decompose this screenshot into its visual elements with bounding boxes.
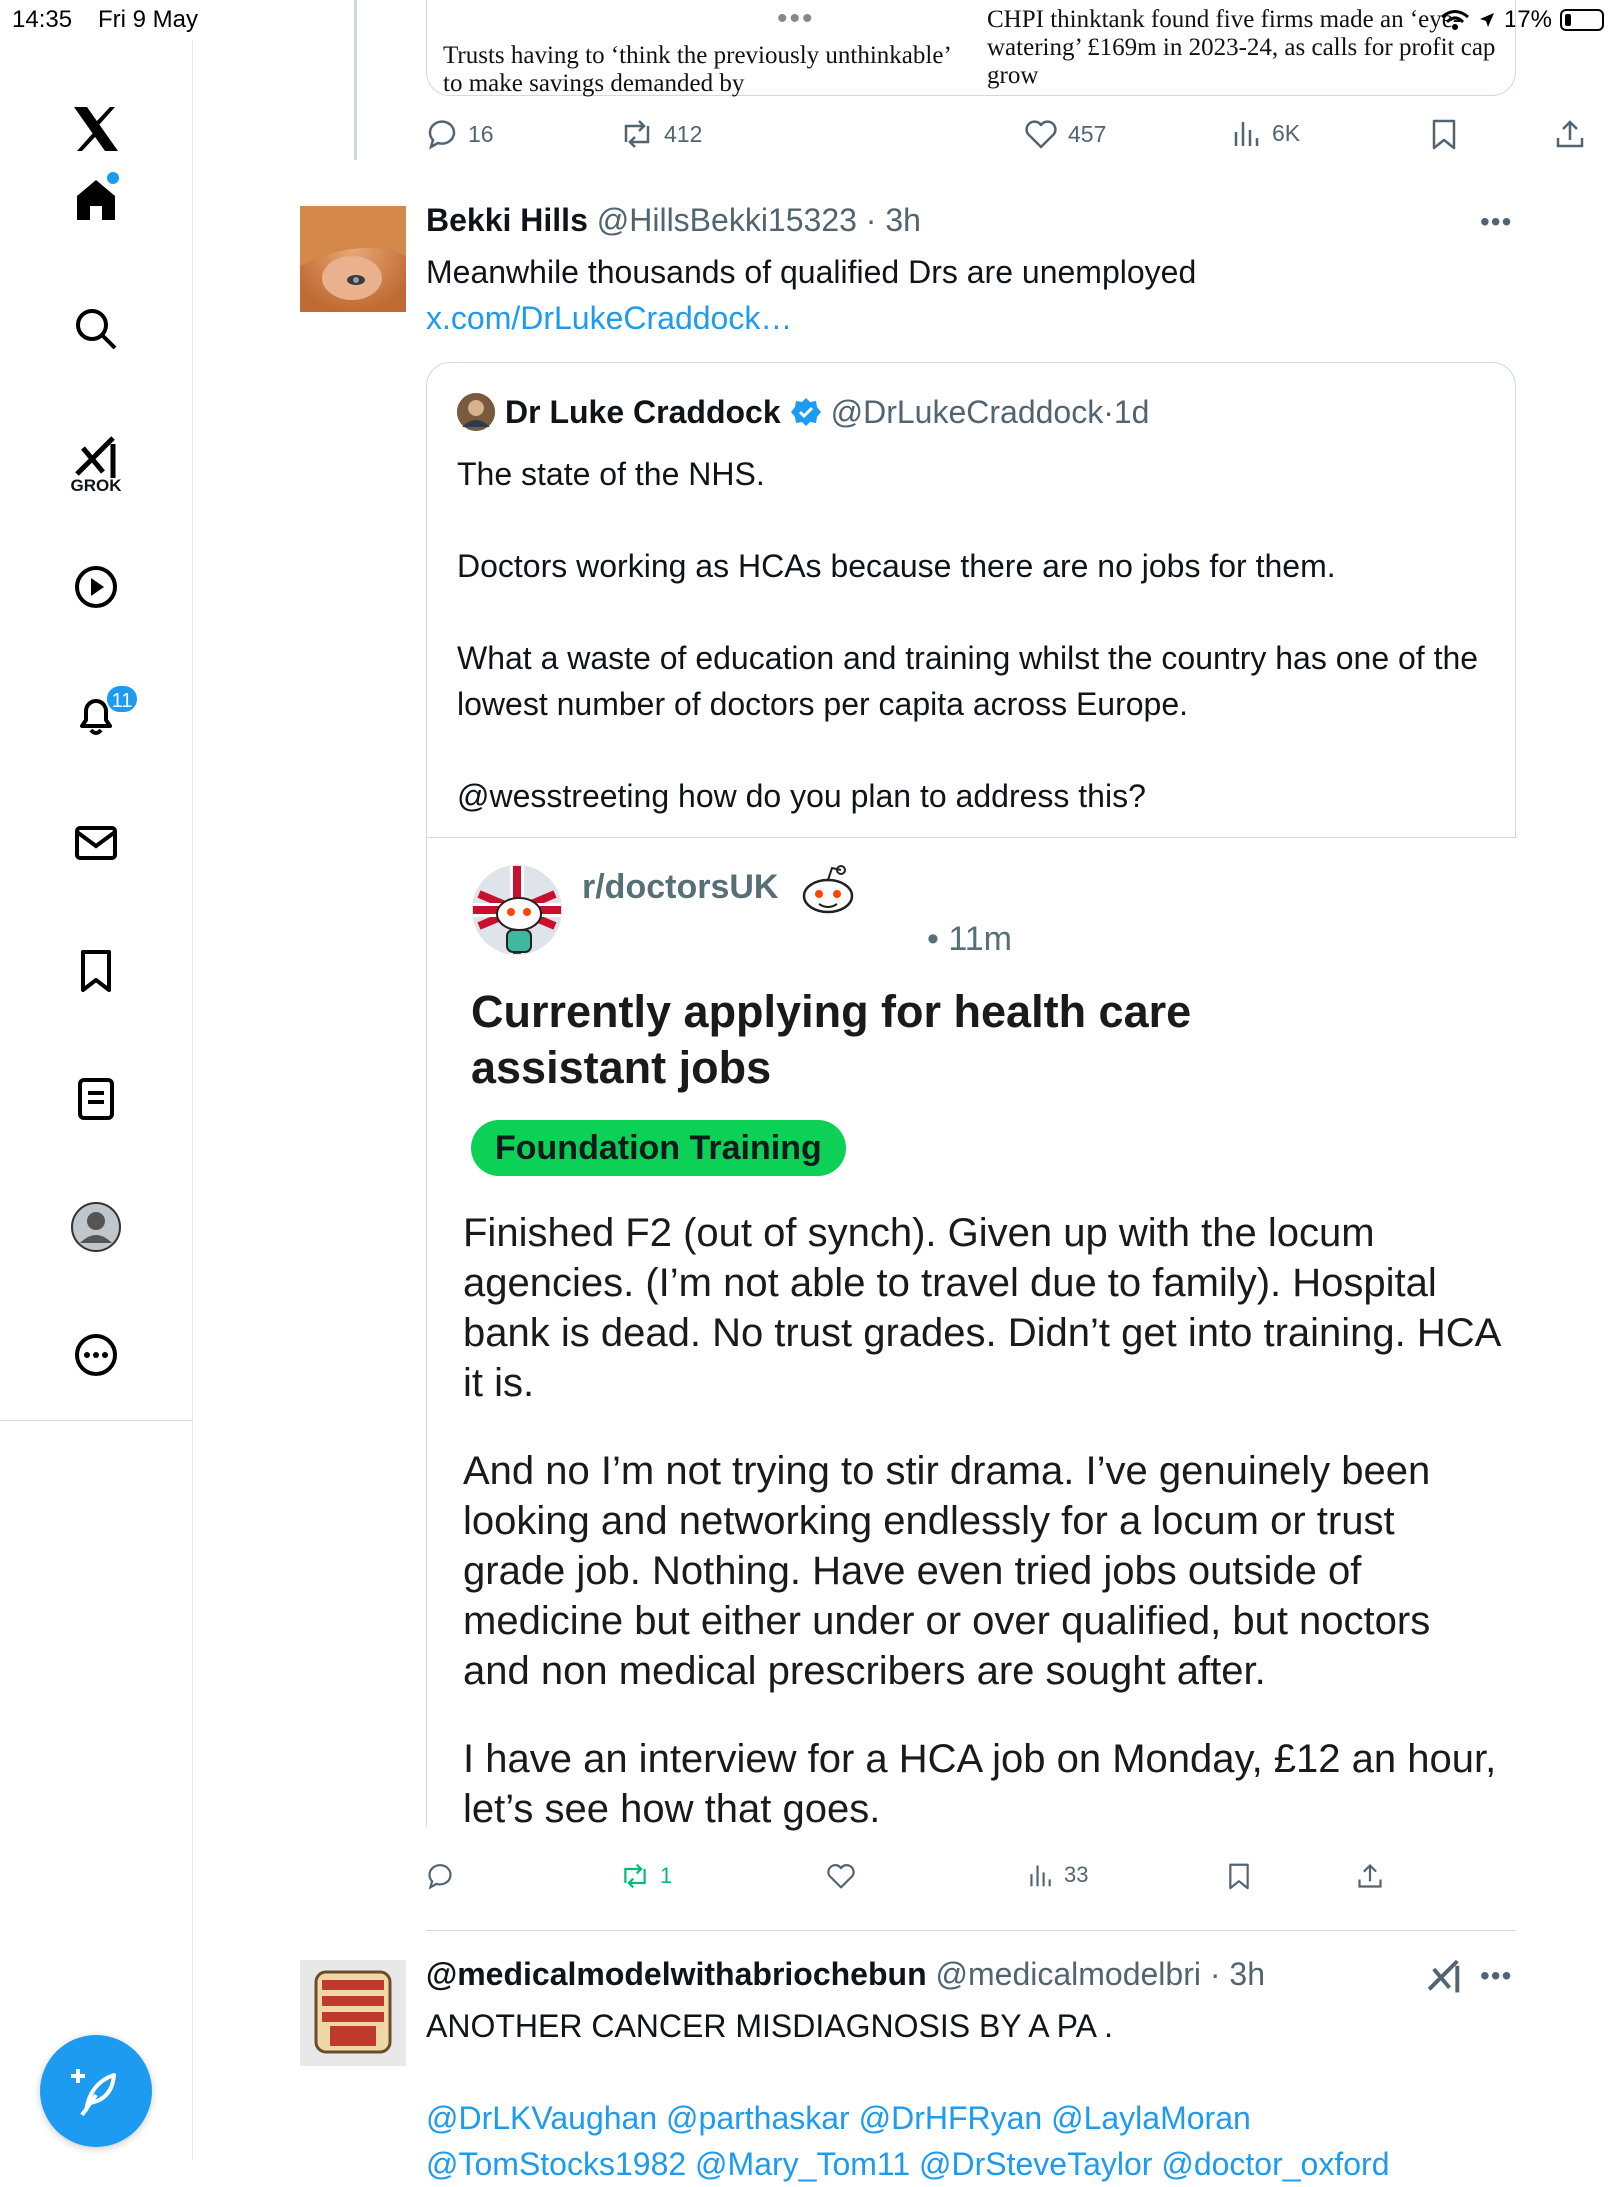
tweet-link[interactable]: x.com/DrLukeCraddock… xyxy=(426,300,793,336)
feather-plus-icon xyxy=(70,2065,122,2117)
tweet-header: Bekki Hills @HillsBekki15323 · 3h xyxy=(426,202,921,238)
profile-avatar-icon xyxy=(70,1201,122,1253)
author-name[interactable]: @medicalmodelwithabriochebun xyxy=(426,1956,927,1992)
x-logo-button[interactable] xyxy=(59,92,133,166)
bookmark-icon xyxy=(1226,1862,1252,1890)
reddit-paragraph: And no I’m not trying to stir drama. I’ve genuinely been looking and networking endlessly for a locum or trust grade job. Nothing. Have even tried jobs outside of medicine but either under or over qualified, but noctors and non medical prescribers are sought after. xyxy=(463,1449,1431,1693)
tweet-body xyxy=(426,2003,1516,2187)
grok-icon[interactable] xyxy=(1426,1958,1462,1994)
reply-count: 16 xyxy=(468,120,494,147)
quote-avatar-icon xyxy=(457,393,495,431)
reddit-post-title: Currently applying for health care assistant jobs xyxy=(471,986,1192,1093)
tweet-text: ANOTHER CANCER MISDIAGNOSIS BY A PA . xyxy=(426,2008,1113,2044)
bookmark-icon xyxy=(1429,118,1459,150)
quote-author-handle[interactable]: @DrLukeCraddock xyxy=(830,393,1104,430)
reddit-screenshot[interactable] xyxy=(427,837,1517,1847)
reddit-paragraph: I have an interview for a HCA job on Monday, £12 an hour, let’s see how that goes. xyxy=(463,1737,1497,1831)
sidebar-divider xyxy=(0,1420,193,1421)
repost-count: 412 xyxy=(664,120,703,147)
tweet-header: @medicalmodelwithabriochebun @medicalmodelbri · 3h xyxy=(426,1956,1265,1992)
repost-icon xyxy=(620,1862,650,1890)
views-chart-icon xyxy=(1028,1862,1054,1888)
mail-icon xyxy=(73,820,119,866)
more-options-button[interactable]: ••• xyxy=(1480,1960,1513,1991)
carousel-dots: ••• xyxy=(777,2,815,35)
x-logo-icon xyxy=(71,105,121,153)
reply-icon xyxy=(426,1862,454,1890)
quote-text: The state of the NHS. Doctors working as HCAs because there are no jobs for them. What a waste of education and training whilst the country has one of the lowest number of doctors per capita across Europe. @wesstreeting how do you plan to address this? xyxy=(457,456,1479,814)
sidebar-item-bookmarks[interactable] xyxy=(59,934,133,1008)
more-circle-icon xyxy=(73,1332,119,1378)
verified-badge-icon xyxy=(791,397,821,427)
status-date: Fri 9 May xyxy=(98,6,199,33)
like-button[interactable] xyxy=(826,1862,866,1890)
reddit-post-time: • 11m xyxy=(927,920,1012,958)
article-card[interactable] xyxy=(426,0,1516,96)
sidebar-item-grok[interactable] xyxy=(59,420,133,494)
reddit-paragraph: Finished F2 (out of synch). Given up with the locum agencies. (I’m not able to travel due to family). Hospital bank is dead. No trust grades. Didn’t get into training. HCA it is. xyxy=(463,1211,1500,1405)
sidebar-item-home[interactable] xyxy=(59,162,133,236)
sidebar-item-video[interactable] xyxy=(59,550,133,624)
mention-links[interactable]: @DrLKVaughan @parthaskar @DrHFRyan @LaylaMoran xyxy=(426,2100,1251,2136)
sidebar-nav xyxy=(0,40,193,2160)
subreddit-name: r/doctorsUK xyxy=(582,868,779,906)
repost-button[interactable] xyxy=(620,1862,672,1890)
avatar-medicalmodel[interactable] xyxy=(300,1960,406,2066)
sidebar-item-profile[interactable] xyxy=(59,1190,133,1264)
more-options-button[interactable]: ••• xyxy=(1480,206,1513,237)
sidebar-item-messages[interactable] xyxy=(59,806,133,880)
post-flair-badge: Foundation Training xyxy=(471,1120,846,1176)
reply-button[interactable] xyxy=(426,1862,464,1890)
heart-icon xyxy=(1024,118,1058,150)
share-icon xyxy=(1356,1862,1384,1890)
heart-icon xyxy=(826,1862,856,1890)
author-name[interactable]: Bekki Hills xyxy=(426,202,588,238)
status-time: 14:35 xyxy=(12,6,73,33)
views-button[interactable] xyxy=(1232,118,1300,148)
thread-connector-line xyxy=(354,0,357,160)
timeline-feed xyxy=(194,0,1620,2182)
article-headline-right: CHPI thinktank found five firms made an ‘eye-watering’ £169m in 2023-24, as calls for profit cap grow xyxy=(987,6,1496,89)
compose-post-button[interactable] xyxy=(40,2035,152,2147)
tweet-time[interactable]: 3h xyxy=(1229,1956,1265,1992)
share-icon xyxy=(1554,118,1586,150)
quote-author-name[interactable]: Dr Luke Craddock xyxy=(505,393,781,430)
tweet-text: Meanwhile thousands of qualified Drs are unemployed xyxy=(426,254,1197,290)
sidebar-item-notifications[interactable] xyxy=(59,678,133,752)
tweet-actions-top xyxy=(426,118,1516,154)
share-button[interactable] xyxy=(1356,1862,1384,1890)
bookmark-button[interactable] xyxy=(1226,1862,1252,1890)
quote-header: Dr Luke Craddock @DrLukeCraddock · 1d xyxy=(457,393,1149,431)
article-headline-left: Trusts having to ‘think the previously unthinkable’ to make savings demanded by xyxy=(443,42,950,97)
gmc-badge-avatar-icon xyxy=(300,1960,406,2066)
reddit-snoo-icon xyxy=(799,864,857,916)
repost-icon xyxy=(620,118,654,150)
author-handle[interactable]: @HillsBekki15323 xyxy=(596,202,857,238)
views-button[interactable] xyxy=(1028,1862,1088,1888)
share-button[interactable] xyxy=(1554,118,1586,150)
avatar-bekki-hills[interactable] xyxy=(300,206,406,312)
grok-label: GROK xyxy=(70,476,122,495)
tweet-separator xyxy=(426,1930,1516,1931)
reply-button[interactable] xyxy=(426,118,494,150)
grok-icon xyxy=(73,434,119,480)
author-handle[interactable]: @medicalmodelbri xyxy=(935,1956,1201,1992)
tweet-body xyxy=(426,249,1506,341)
sidebar-item-explore[interactable] xyxy=(59,292,133,366)
play-circle-icon xyxy=(73,564,119,610)
subreddit-avatar-icon xyxy=(471,864,563,956)
mention-links[interactable]: @TomStocks1982 @Mary_Tom11 @DrSteveTaylor @doctor_oxford xyxy=(426,2146,1390,2182)
quote-time[interactable]: 1d xyxy=(1113,393,1150,430)
bookmark-button[interactable] xyxy=(1429,118,1459,150)
sidebar-item-more[interactable] xyxy=(59,1318,133,1392)
sidebar-item-lists[interactable] xyxy=(59,1062,133,1136)
like-button[interactable] xyxy=(1024,118,1106,150)
tweet-time[interactable]: 3h xyxy=(885,202,921,238)
repost-count: 1 xyxy=(660,1863,673,1888)
battery-percent: 17% xyxy=(1503,6,1552,33)
list-icon xyxy=(73,1076,119,1122)
like-count: 457 xyxy=(1068,120,1107,147)
reddit-post-body xyxy=(463,1208,1503,1872)
notification-badge: 11 xyxy=(105,684,139,714)
tweet-actions xyxy=(426,1862,1516,1896)
quoted-tweet-card[interactable] xyxy=(426,362,1516,1846)
repost-button[interactable] xyxy=(620,118,702,150)
views-count: 33 xyxy=(1064,1862,1089,1887)
avatar-photo-icon xyxy=(300,206,406,312)
home-unread-dot xyxy=(107,172,119,184)
reply-icon xyxy=(426,118,458,150)
bookmark-icon xyxy=(73,948,119,994)
views-chart-icon xyxy=(1232,118,1262,148)
views-count: 6K xyxy=(1272,119,1301,146)
search-icon xyxy=(74,307,118,351)
